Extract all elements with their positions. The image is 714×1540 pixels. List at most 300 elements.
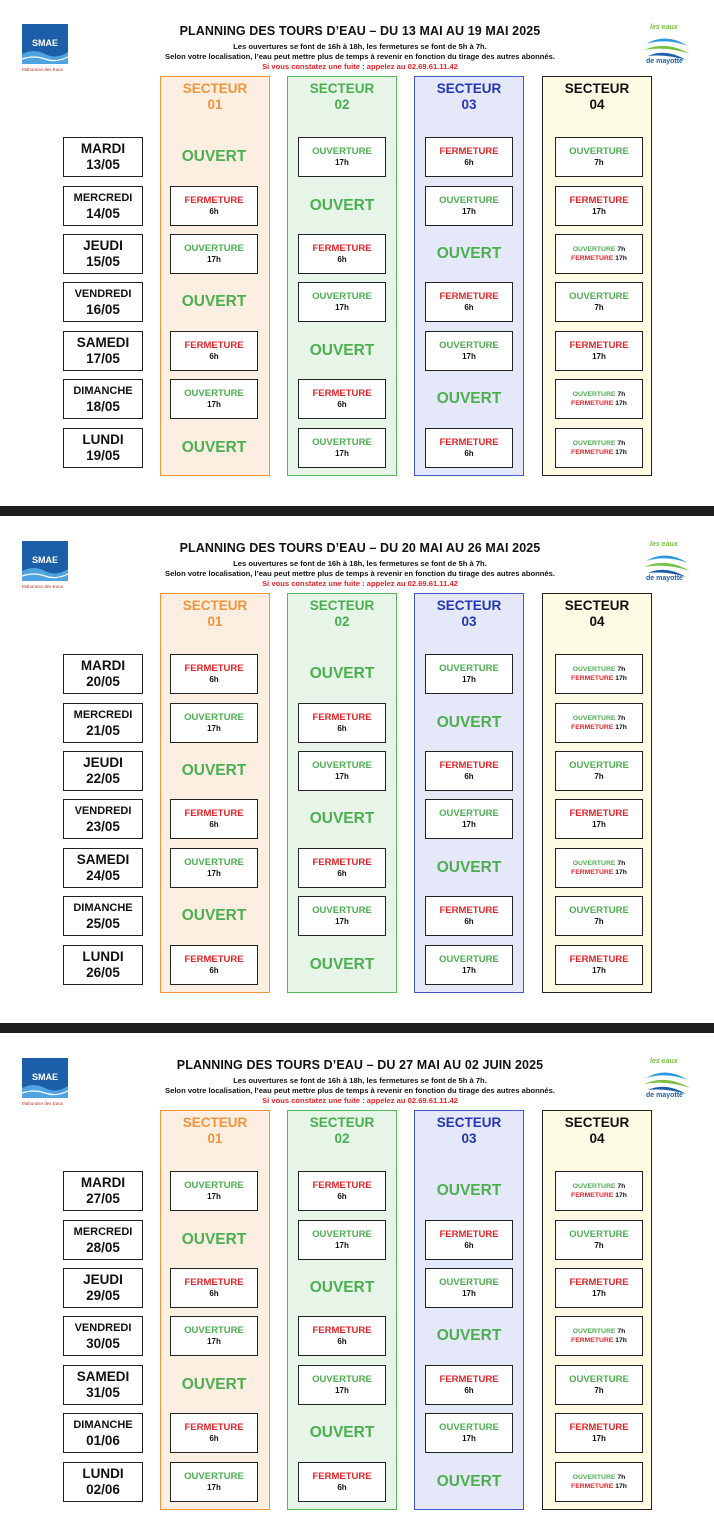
ouvert-label: OUVERT	[436, 1327, 502, 1344]
schedule-cell-secteur-4	[555, 1413, 643, 1453]
planning-title: PLANNING DES TOURS D’EAU – DU 13 MAI AU 19 MAI 2025	[179, 24, 541, 38]
fermeture-line	[556, 723, 642, 732]
schedule-cell-secteur-4	[555, 1316, 643, 1356]
ouverture-label: OUVERTURE	[572, 1474, 616, 1481]
eaux-logo-text-top: les eaux	[650, 1058, 678, 1065]
day-name: VENDREDI	[74, 1322, 132, 1334]
fermeture-time: 17h	[615, 1337, 627, 1344]
ouverture-label: OUVERTURE	[439, 808, 499, 819]
fermeture-label: FERMETURE	[439, 437, 499, 448]
schedule-cell-secteur-1	[170, 137, 258, 177]
ouverture-label: OUVERTURE	[439, 663, 499, 674]
delay-info: Selon votre localisation, l’eau peut mettre plus de temps à revenir en fonction du tirage des autres abonnés.	[165, 52, 555, 61]
sector-number: 03	[461, 1131, 477, 1146]
day-name: JEUDI	[83, 238, 123, 253]
eaux-de-mayotte-logo	[640, 1058, 692, 1106]
ouverture-label: OUVERTURE	[184, 1325, 244, 1336]
schedule-cell-secteur-2	[298, 1268, 386, 1308]
sector-name: SECTEUR	[436, 1115, 502, 1130]
sector-name: SECTEUR	[309, 1115, 375, 1130]
smae-logo-caption: Mahoraise des Eaux	[22, 1101, 64, 1106]
cell-time: 6h	[337, 255, 347, 264]
schedule-cell-secteur-2	[298, 1171, 386, 1211]
cell-time: 17h	[592, 966, 606, 975]
eaux-logo-text-top: les eaux	[650, 541, 678, 548]
ouverture-label: OUVERTURE	[572, 1328, 616, 1335]
schedule-cell-secteur-3	[425, 1171, 513, 1211]
schedule-cell-secteur-2	[298, 331, 386, 371]
fermeture-time: 17h	[615, 675, 627, 682]
schedule-cell-secteur-3	[425, 848, 513, 888]
cell-time: 17h	[207, 1337, 221, 1346]
fermeture-label: FERMETURE	[184, 1277, 244, 1288]
schedule-cell-secteur-1	[170, 186, 258, 226]
smae-logo-caption: Mahoraise des Eaux	[22, 584, 64, 589]
schedule-cell-secteur-3	[425, 1413, 513, 1453]
day-date: 01/06	[86, 1433, 120, 1448]
fermeture-label: FERMETURE	[571, 449, 614, 456]
ouverture-time: 7h	[617, 391, 626, 398]
schedule-cell-secteur-4	[555, 1462, 643, 1502]
ouvert-label: OUVERT	[309, 197, 375, 214]
schedule-cell-secteur-4	[555, 1268, 643, 1308]
fermeture-line	[556, 399, 642, 408]
schedule-cell-secteur-1	[170, 945, 258, 985]
fermeture-label: FERMETURE	[312, 857, 372, 868]
sector-header	[288, 598, 396, 630]
day-date: 31/05	[86, 1385, 120, 1400]
ouvert-label: OUVERT	[309, 342, 375, 359]
ouverture-label: OUVERTURE	[572, 440, 616, 447]
sector-header	[161, 81, 269, 113]
fermeture-label: FERMETURE	[439, 905, 499, 916]
day-label	[63, 1462, 143, 1502]
sector-number: 03	[461, 614, 477, 629]
smae-logo-text: SMAE	[31, 38, 58, 48]
cell-time: 17h	[592, 1289, 606, 1298]
eaux-logo-text-bottom: de mayotte	[646, 575, 683, 582]
ouvert-label: OUVERT	[309, 1424, 375, 1441]
ouverture-line	[556, 1182, 642, 1191]
schedule-cell-secteur-3	[425, 1365, 513, 1405]
ouverture-time: 7h	[617, 440, 626, 447]
schedule-cell-secteur-3	[425, 1462, 513, 1502]
ouverture-line	[556, 859, 642, 868]
cell-time: 6h	[209, 675, 219, 684]
ouverture-line	[556, 1327, 642, 1336]
fermeture-line	[556, 448, 642, 457]
schedule-cell-secteur-1	[170, 1365, 258, 1405]
schedule-cell-secteur-1	[170, 751, 258, 791]
day-date: 18/05	[86, 399, 120, 414]
ouverture-label: OUVERTURE	[184, 857, 244, 868]
sector-header	[288, 1115, 396, 1147]
sector-number: 01	[207, 97, 223, 112]
day-label	[63, 186, 143, 226]
day-label	[63, 379, 143, 419]
ouverture-label: OUVERTURE	[184, 243, 244, 254]
day-name: MERCREDI	[73, 1226, 133, 1238]
schedule-cell-secteur-3	[425, 799, 513, 839]
cell-time: 17h	[207, 1192, 221, 1201]
leak-phone-info: Si vous constatez une fuite : appelez au 02.69.61.11.42	[262, 62, 458, 71]
fermeture-time: 17h	[615, 1483, 627, 1490]
leak-phone-info: Si vous constatez une fuite : appelez au 02.69.61.11.42	[262, 1096, 458, 1105]
ouverture-line	[556, 1473, 642, 1482]
schedule-cell-secteur-3	[425, 137, 513, 177]
ouverture-label: OUVERTURE	[572, 246, 616, 253]
delay-info: Selon votre localisation, l’eau peut mettre plus de temps à revenir en fonction du tirage des autres abonnés.	[165, 1086, 555, 1095]
day-label	[63, 848, 143, 888]
cell-time: 17h	[335, 772, 349, 781]
schedule-cell-secteur-4	[555, 654, 643, 694]
sector-header	[288, 81, 396, 113]
day-name: VENDREDI	[74, 805, 132, 817]
ouverture-label: OUVERTURE	[569, 291, 629, 302]
day-date: 23/05	[86, 819, 120, 834]
day-name: MARDI	[80, 141, 126, 156]
cell-time: 6h	[464, 917, 474, 926]
planning-page	[0, 0, 714, 506]
cell-time: 17h	[335, 1241, 349, 1250]
schedule-cell-secteur-2	[298, 751, 386, 791]
day-date: 20/05	[86, 674, 120, 689]
day-name: LUNDI	[82, 432, 124, 447]
sector-header	[415, 81, 523, 113]
fermeture-time: 17h	[615, 724, 627, 731]
ouverture-line	[556, 439, 642, 448]
cell-time: 17h	[207, 400, 221, 409]
fermeture-line	[556, 1336, 642, 1345]
sector-header	[161, 598, 269, 630]
fermeture-label: FERMETURE	[312, 712, 372, 723]
day-date: 02/06	[86, 1482, 120, 1497]
smae-logo-text: SMAE	[31, 555, 58, 565]
schedule-cell-secteur-1	[170, 1220, 258, 1260]
cell-time: 17h	[462, 966, 476, 975]
page-divider	[0, 1023, 714, 1033]
ouvert-label: OUVERT	[181, 1376, 247, 1393]
ouverture-line	[556, 665, 642, 674]
fermeture-label: FERMETURE	[571, 1192, 614, 1199]
eaux-logo-text-bottom: de mayotte	[646, 58, 683, 65]
day-label	[63, 1413, 143, 1453]
schedule-cell-secteur-2	[298, 1462, 386, 1502]
day-date: 14/05	[86, 206, 120, 221]
schedule-cell-secteur-4	[555, 896, 643, 936]
cell-time: 6h	[337, 1192, 347, 1201]
schedule-cell-secteur-4	[555, 945, 643, 985]
schedule-cell-secteur-2	[298, 428, 386, 468]
cell-time: 17h	[335, 449, 349, 458]
fermeture-label: FERMETURE	[439, 1374, 499, 1385]
cell-time: 17h	[207, 1483, 221, 1492]
cell-time: 17h	[592, 207, 606, 216]
day-label	[63, 137, 143, 177]
ouverture-label: OUVERTURE	[439, 1422, 499, 1433]
cell-time: 7h	[594, 917, 604, 926]
day-date: 24/05	[86, 868, 120, 883]
day-label	[63, 799, 143, 839]
ouverture-time: 7h	[617, 1183, 626, 1190]
schedule-cell-secteur-1	[170, 896, 258, 936]
fermeture-label: FERMETURE	[184, 340, 244, 351]
schedule-cell-secteur-4	[555, 703, 643, 743]
schedule-cell-secteur-2	[298, 186, 386, 226]
fermeture-label: FERMETURE	[569, 340, 629, 351]
cell-time: 6h	[464, 158, 474, 167]
schedule-cell-secteur-2	[298, 1220, 386, 1260]
sector-header	[415, 1115, 523, 1147]
day-name: MARDI	[80, 658, 126, 673]
day-label	[63, 1316, 143, 1356]
sector-number: 04	[589, 614, 605, 629]
fermeture-label: FERMETURE	[312, 243, 372, 254]
ouvert-label: OUVERT	[309, 665, 375, 682]
fermeture-label: FERMETURE	[571, 1337, 614, 1344]
schedule-cell-secteur-4	[555, 1220, 643, 1260]
ouverture-label: OUVERTURE	[439, 1277, 499, 1288]
day-label	[63, 1171, 143, 1211]
ouverture-label: OUVERTURE	[569, 905, 629, 916]
ouvert-label: OUVERT	[181, 907, 247, 924]
ouverture-label: OUVERTURE	[312, 146, 372, 157]
ouvert-label: OUVERT	[436, 714, 502, 731]
cell-time: 6h	[464, 1241, 474, 1250]
ouvert-label: OUVERT	[436, 1473, 502, 1490]
sector-name: SECTEUR	[182, 81, 248, 96]
ouverture-label: OUVERTURE	[312, 437, 372, 448]
sector-header	[543, 81, 651, 113]
ouverture-label: OUVERTURE	[439, 195, 499, 206]
ouvert-label: OUVERT	[436, 859, 502, 876]
fermeture-label: FERMETURE	[439, 146, 499, 157]
day-label	[63, 1365, 143, 1405]
day-name: VENDREDI	[74, 288, 132, 300]
day-date: 27/05	[86, 1191, 120, 1206]
sector-number: 01	[207, 1131, 223, 1146]
smae-logo	[22, 1058, 72, 1110]
schedule-cell-secteur-3	[425, 751, 513, 791]
schedule-cell-secteur-3	[425, 282, 513, 322]
cell-time: 17h	[592, 1434, 606, 1443]
cell-time: 17h	[462, 675, 476, 684]
day-date: 13/05	[86, 157, 120, 172]
day-label	[63, 1268, 143, 1308]
schedule-cell-secteur-4	[555, 234, 643, 274]
day-date: 22/05	[86, 771, 120, 786]
ouvert-label: OUVERT	[436, 1182, 502, 1199]
eaux-logo-text-bottom: de mayotte	[646, 1092, 683, 1099]
planning-page	[0, 1034, 714, 1540]
cell-time: 17h	[335, 158, 349, 167]
eaux-logo-text-top: les eaux	[650, 24, 678, 31]
fermeture-label: FERMETURE	[312, 1325, 372, 1336]
schedule-cell-secteur-2	[298, 703, 386, 743]
day-label	[63, 945, 143, 985]
ouvert-label: OUVERT	[309, 810, 375, 827]
sector-name: SECTEUR	[564, 1115, 630, 1130]
ouvert-label: OUVERT	[181, 762, 247, 779]
schedule-cell-secteur-1	[170, 1268, 258, 1308]
schedule-cell-secteur-1	[170, 1316, 258, 1356]
schedule-cell-secteur-1	[170, 1413, 258, 1453]
schedule-cell-secteur-2	[298, 945, 386, 985]
schedule-cell-secteur-3	[425, 1220, 513, 1260]
ouverture-label: OUVERTURE	[184, 1180, 244, 1191]
cell-time: 6h	[337, 400, 347, 409]
day-label	[63, 1220, 143, 1260]
fermeture-label: FERMETURE	[312, 1180, 372, 1191]
schedule-cell-secteur-4	[555, 137, 643, 177]
ouverture-time: 7h	[617, 666, 626, 673]
schedule-cell-secteur-3	[425, 1268, 513, 1308]
day-name: MARDI	[80, 1175, 126, 1190]
sector-name: SECTEUR	[564, 81, 630, 96]
day-name: LUNDI	[82, 949, 124, 964]
ouverture-line	[556, 390, 642, 399]
ouverture-label: OUVERTURE	[572, 666, 616, 673]
fermeture-label: FERMETURE	[569, 954, 629, 965]
ouverture-label: OUVERTURE	[572, 715, 616, 722]
schedule-cell-secteur-3	[425, 428, 513, 468]
ouvert-label: OUVERT	[181, 439, 247, 456]
ouvert-label: OUVERT	[436, 390, 502, 407]
sector-header	[161, 1115, 269, 1147]
sector-number: 04	[589, 1131, 605, 1146]
cell-time: 6h	[209, 1434, 219, 1443]
cell-time: 17h	[592, 820, 606, 829]
cell-time: 6h	[209, 352, 219, 361]
schedule-cell-secteur-1	[170, 654, 258, 694]
fermeture-line	[556, 1482, 642, 1491]
day-name: SAMEDI	[76, 1369, 130, 1384]
day-date: 30/05	[86, 1336, 120, 1351]
day-label	[63, 703, 143, 743]
fermeture-label: FERMETURE	[312, 388, 372, 399]
cell-time: 17h	[207, 869, 221, 878]
schedule-cell-secteur-1	[170, 799, 258, 839]
schedule-cell-secteur-3	[425, 186, 513, 226]
cell-time: 6h	[464, 303, 474, 312]
ouverture-time: 7h	[617, 1328, 626, 1335]
schedule-cell-secteur-4	[555, 282, 643, 322]
schedule-cell-secteur-4	[555, 186, 643, 226]
ouverture-label: OUVERTURE	[569, 760, 629, 771]
fermeture-label: FERMETURE	[439, 291, 499, 302]
day-name: DIMANCHE	[73, 902, 133, 914]
fermeture-label: FERMETURE	[571, 400, 614, 407]
cell-time: 6h	[209, 966, 219, 975]
sector-number: 04	[589, 97, 605, 112]
day-label	[63, 896, 143, 936]
sector-number: 01	[207, 614, 223, 629]
ouverture-label: OUVERTURE	[184, 712, 244, 723]
sector-header	[415, 598, 523, 630]
fermeture-line	[556, 1191, 642, 1200]
smae-logo	[22, 541, 72, 593]
ouverture-label: OUVERTURE	[439, 340, 499, 351]
day-date: 17/05	[86, 351, 120, 366]
ouverture-line	[556, 714, 642, 723]
fermeture-label: FERMETURE	[312, 1471, 372, 1482]
fermeture-label: FERMETURE	[569, 808, 629, 819]
day-date: 28/05	[86, 1240, 120, 1255]
cell-time: 17h	[207, 724, 221, 733]
schedule-cell-secteur-3	[425, 654, 513, 694]
ouvert-label: OUVERT	[309, 956, 375, 973]
ouverture-label: OUVERTURE	[312, 1374, 372, 1385]
fermeture-line	[556, 254, 642, 263]
sector-header	[543, 598, 651, 630]
ouverture-label: OUVERTURE	[312, 760, 372, 771]
fermeture-label: FERMETURE	[569, 1277, 629, 1288]
ouverture-label: OUVERTURE	[572, 391, 616, 398]
cell-time: 6h	[337, 869, 347, 878]
fermeture-label: FERMETURE	[184, 663, 244, 674]
sector-name: SECTEUR	[436, 81, 502, 96]
cell-time: 6h	[464, 1386, 474, 1395]
sector-number: 03	[461, 97, 477, 112]
schedule-cell-secteur-1	[170, 234, 258, 274]
schedule-cell-secteur-3	[425, 945, 513, 985]
day-date: 15/05	[86, 254, 120, 269]
ouvert-label: OUVERT	[181, 148, 247, 165]
schedule-cell-secteur-2	[298, 1413, 386, 1453]
sector-name: SECTEUR	[436, 598, 502, 613]
day-date: 16/05	[86, 302, 120, 317]
fermeture-time: 17h	[615, 255, 627, 262]
schedule-cell-secteur-4	[555, 1365, 643, 1405]
ouverture-label: OUVERTURE	[569, 1229, 629, 1240]
day-name: SAMEDI	[76, 335, 130, 350]
schedule-cell-secteur-2	[298, 654, 386, 694]
fermeture-label: FERMETURE	[184, 954, 244, 965]
day-name: LUNDI	[82, 1466, 124, 1481]
fermeture-label: FERMETURE	[569, 195, 629, 206]
fermeture-label: FERMETURE	[184, 195, 244, 206]
eaux-de-mayotte-logo	[640, 24, 692, 72]
cell-time: 17h	[335, 917, 349, 926]
ouverture-line	[556, 245, 642, 254]
sector-number: 02	[334, 97, 350, 112]
cell-time: 7h	[594, 1241, 604, 1250]
cell-time: 17h	[207, 255, 221, 264]
fermeture-label: FERMETURE	[571, 675, 614, 682]
day-name: JEUDI	[83, 755, 123, 770]
schedule-cell-secteur-3	[425, 1316, 513, 1356]
ouvert-label: OUVERT	[436, 245, 502, 262]
ouverture-label: OUVERTURE	[572, 860, 616, 867]
planning-title: PLANNING DES TOURS D’EAU – DU 20 MAI AU 26 MAI 2025	[179, 541, 541, 555]
schedule-cell-secteur-1	[170, 1462, 258, 1502]
sector-header	[543, 1115, 651, 1147]
schedule-cell-secteur-4	[555, 751, 643, 791]
schedule-cell-secteur-1	[170, 331, 258, 371]
schedule-cell-secteur-1	[170, 428, 258, 468]
cell-time: 7h	[594, 772, 604, 781]
hours-info: Les ouvertures se font de 16h à 18h, les fermetures se font de 5h à 7h.	[233, 1076, 487, 1085]
ouverture-label: OUVERTURE	[569, 146, 629, 157]
schedule-cell-secteur-2	[298, 379, 386, 419]
schedule-cell-secteur-2	[298, 137, 386, 177]
schedule-cell-secteur-3	[425, 703, 513, 743]
sector-name: SECTEUR	[182, 1115, 248, 1130]
ouverture-time: 7h	[617, 246, 626, 253]
cell-time: 6h	[337, 1483, 347, 1492]
fermeture-label: FERMETURE	[184, 1422, 244, 1433]
fermeture-label: FERMETURE	[439, 1229, 499, 1240]
